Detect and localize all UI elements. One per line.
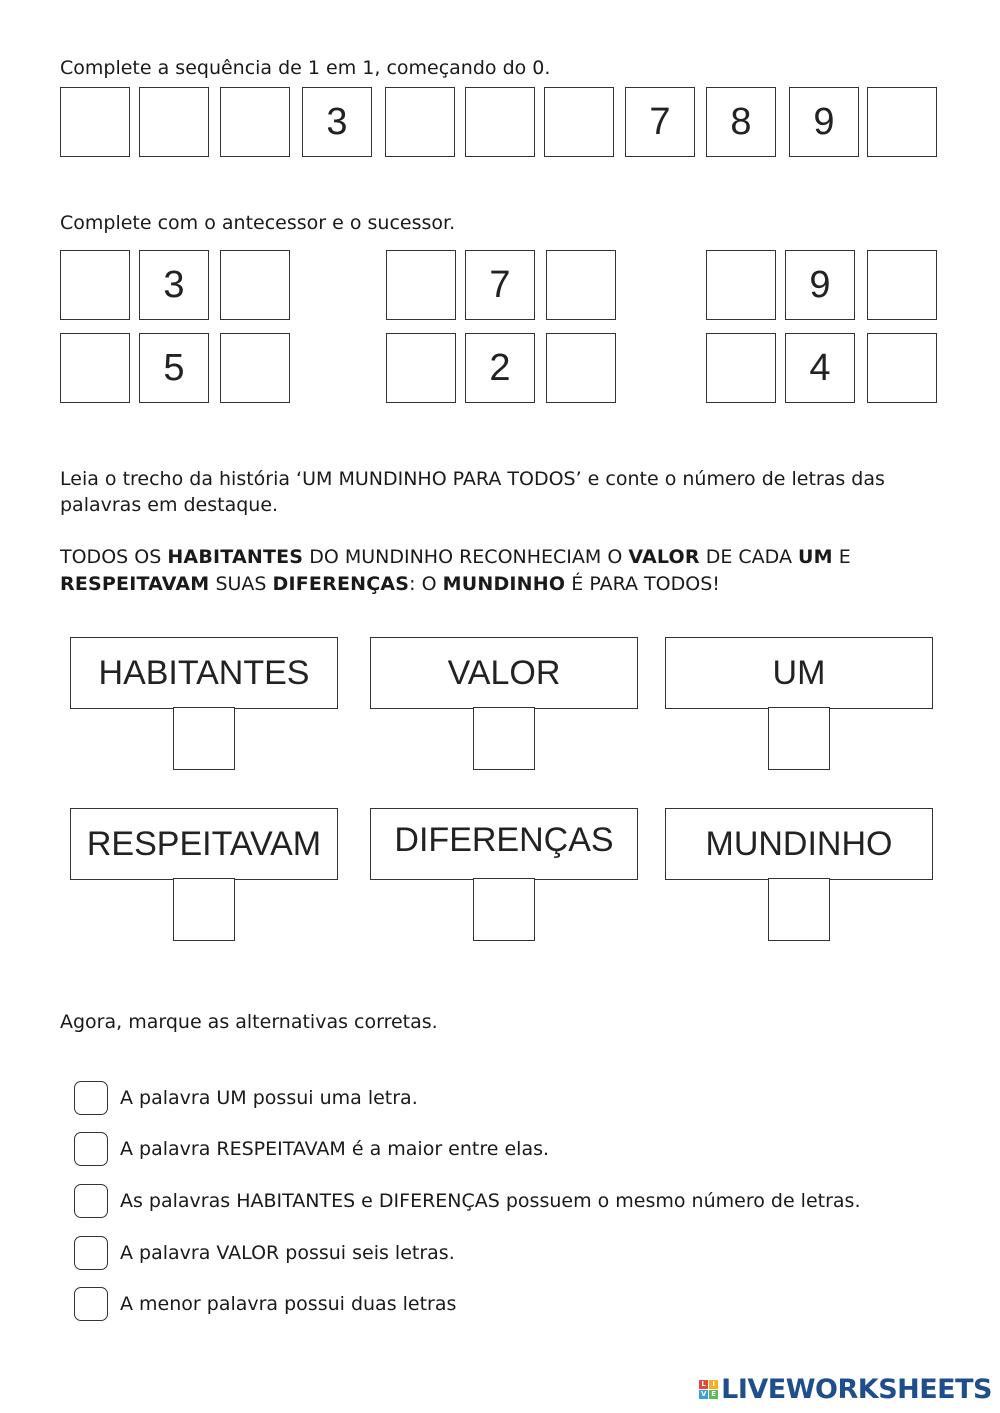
given-number: 9: [785, 250, 855, 320]
highlight-word: MUNDINHO: [442, 573, 566, 595]
given-number: 5: [139, 333, 209, 403]
option-row: [74, 1183, 861, 1219]
given-number: 3: [139, 250, 209, 320]
sequence-cell: 3: [302, 87, 372, 157]
option-label: A menor palavra possui duas letras: [120, 1293, 457, 1315]
given-number: 7: [465, 250, 535, 320]
successor-input[interactable]: [867, 333, 937, 403]
given-number: 4: [785, 333, 855, 403]
option-checkbox[interactable]: [74, 1236, 108, 1270]
option-checkbox[interactable]: [74, 1081, 108, 1115]
liveworksheets-logo-icon: L I V E: [699, 1380, 718, 1399]
predecessor-input[interactable]: [706, 250, 776, 320]
successor-input[interactable]: [546, 250, 616, 320]
neighbors-instruction: Complete com o antecessor e o sucessor.: [60, 212, 456, 234]
predecessor-input[interactable]: [386, 250, 456, 320]
option-row: [74, 1235, 455, 1271]
sequence-cell[interactable]: [867, 87, 937, 157]
successor-input[interactable]: [867, 250, 937, 320]
given-number: 2: [465, 333, 535, 403]
letter-count-input[interactable]: [173, 707, 235, 770]
successor-input[interactable]: [220, 333, 290, 403]
story-instruction: Leia o trecho da história ‘UM MUNDINHO PARA TODOS’ e conte o número de letras das palavras em destaque.: [60, 468, 885, 516]
sequence-cell[interactable]: [385, 87, 455, 157]
highlight-word: RESPEITAVAM: [60, 573, 210, 595]
sequence-cell[interactable]: [60, 87, 130, 157]
sequence-cell[interactable]: [465, 87, 535, 157]
sequence-instruction: Complete a sequência de 1 em 1, começando do 0.: [60, 57, 551, 79]
option-checkbox[interactable]: [74, 1287, 108, 1321]
letter-count-input[interactable]: [473, 878, 535, 941]
liveworksheets-logo: [699, 1374, 992, 1405]
option-checkbox[interactable]: [74, 1132, 108, 1166]
sequence-cell[interactable]: [139, 87, 209, 157]
option-label: As palavras HABITANTES e DIFERENÇAS possuem o mesmo número de letras.: [120, 1190, 861, 1212]
successor-input[interactable]: [546, 333, 616, 403]
logo-text: LIVEWORKSHEETS: [721, 1374, 992, 1405]
option-row: [74, 1286, 456, 1322]
predecessor-input[interactable]: [60, 333, 130, 403]
predecessor-input[interactable]: [60, 250, 130, 320]
option-checkbox[interactable]: [74, 1184, 108, 1218]
option-label: A palavra VALOR possui seis letras.: [120, 1242, 455, 1264]
sequence-cell[interactable]: [544, 87, 614, 157]
highlight-word: HABITANTES: [167, 546, 304, 568]
word-label: UM: [665, 637, 933, 709]
predecessor-input[interactable]: [386, 333, 456, 403]
sequence-cell: 8: [706, 87, 776, 157]
sequence-cell[interactable]: [220, 87, 290, 157]
highlight-word: UM: [797, 546, 833, 568]
word-label: DIFERENÇAS: [370, 808, 638, 880]
highlight-word: VALOR: [628, 546, 700, 568]
choices-instruction: Agora, marque as alternativas corretas.: [60, 1011, 438, 1033]
option-label: A palavra UM possui uma letra.: [120, 1087, 418, 1109]
word-label: RESPEITAVAM: [70, 808, 338, 880]
word-label: HABITANTES: [70, 637, 338, 709]
word-label: VALOR: [370, 637, 638, 709]
highlight-word: DIFERENÇAS: [272, 573, 410, 595]
letter-count-input[interactable]: [768, 878, 830, 941]
option-row: [74, 1080, 418, 1116]
word-label: MUNDINHO: [665, 808, 933, 880]
sequence-cell: 9: [789, 87, 859, 157]
letter-count-input[interactable]: [173, 878, 235, 941]
letter-count-input[interactable]: [768, 707, 830, 770]
story-excerpt: TODOS OS HABITANTES DO MUNDINHO RECONHECIAM O VALOR DE CADA UM E RESPEITAVAM SUAS DIFERENÇAS: O MUNDINHO É PARA TODOS!: [60, 546, 851, 595]
option-row: [74, 1131, 549, 1167]
sequence-cell: 7: [625, 87, 695, 157]
predecessor-input[interactable]: [706, 333, 776, 403]
letter-count-input[interactable]: [473, 707, 535, 770]
successor-input[interactable]: [220, 250, 290, 320]
option-label: A palavra RESPEITAVAM é a maior entre elas.: [120, 1138, 550, 1160]
